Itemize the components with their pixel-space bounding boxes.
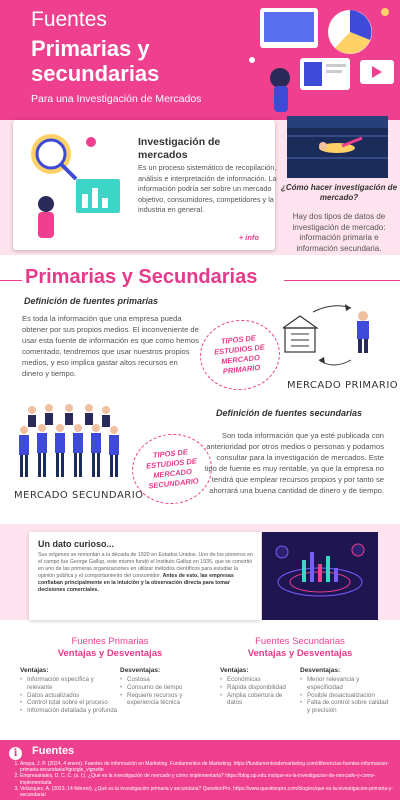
- secundarias-desventajas-label: Desventajas:: [300, 667, 341, 674]
- info-icon: i: [9, 747, 22, 760]
- list-item: • Consumo de tiempo: [120, 684, 200, 692]
- list-item: • Económicas: [220, 676, 298, 684]
- primarias-pros-subtitle: Ventajas y Desventajas: [57, 648, 163, 659]
- intro-card: [13, 120, 275, 250]
- list-item: • Requiere recursos y experiencia técnica: [120, 692, 200, 708]
- header-banner: [0, 0, 400, 120]
- title-line-2: Primarias y: [31, 36, 150, 61]
- title-main: [31, 36, 251, 86]
- tipos-primario-badge[interactable]: TIPOS DE ESTUDIOS DE MERCADO PRIMARIO: [197, 316, 284, 394]
- intro-card-body: Es un proceso sistemático de recopilación, análisis e interpretación de información. La información podría ser sobre un mercado objetivo, consumidores, competidores y la industria en general.: [138, 163, 277, 214]
- list-item: • Información específica y relevante: [20, 676, 120, 692]
- list-item: • Menor relevancia y especificidad: [300, 676, 392, 692]
- curious-body-text: Sus orígenes se remontan a la década de 1920 en Estados Unidos. Uno de los pioneros en el campo fue George Gallup, este mismo fundó el Instituto Gallup en 1935, que se convirtió en uno de las primeras organizaciones en utilizar métodos científicos para estudiar la opinión pública y el comportamiento del consumidor.: [38, 552, 253, 579]
- source-ref[interactable]: 1. Anaya, J. P. (2024, 4 enero). Fuentes de información en Marketing. Fundamentos de Marketing. https://fundamentosdemarketing.com/diferencias-fuentes-informacion-primaria-secundaria/#google_vignette: [20, 761, 394, 773]
- secundarias-body: Son toda información que ya esté publicada con anterioridad por otros medios o personas y podamos consultar para la investigación de mercados. Este tipo de fuente es muy rentable, ya que la empresa no tendrá que emplear recursos propios y por tanto se ahorrará una buena cantidad de dinero y de tiempo.: [204, 431, 384, 495]
- primary-market-sketch: [283, 300, 393, 372]
- primarias-ventajas-label: Ventajas:: [20, 667, 49, 674]
- primarias-pros-title: Fuentes Primarias: [71, 636, 149, 647]
- video-question-title: ¿Cómo hacer investigación de mercado?: [280, 183, 398, 202]
- secundarias-pros-subtitle: Ventajas y Desventajas: [247, 648, 353, 659]
- magnifier-analysis-illustration: [21, 124, 131, 244]
- video-question-body: Hay dos tipos de datos de investigación de mercado: información primaria e información secundaria.: [292, 212, 386, 253]
- list-item: • Rápida disponibilidad: [220, 684, 298, 692]
- primarias-desventajas-list: [120, 676, 200, 707]
- curious-title: Un dato curioso...: [38, 539, 115, 549]
- primarias-ventajas-list: [20, 676, 120, 715]
- list-item: • Control total sobre el proceso: [20, 699, 120, 707]
- primary-market-label: MERCADO PRIMARIO: [287, 380, 399, 391]
- crowd-illustration: [14, 402, 124, 482]
- more-info-link[interactable]: + info: [238, 233, 259, 242]
- tipos-secundario-badge[interactable]: TIPOS DE ESTUDIOS DE MERCADO SECUNDARIO: [129, 430, 216, 508]
- curious-body-bold: Antes de esto, las empresas confiaban principalmente en la intuición y la observación directa para tomar decisiones comerciales.: [38, 573, 234, 593]
- sources-footer: [0, 740, 400, 800]
- list-item: • Costosa: [120, 676, 200, 684]
- secundarias-heading: Definición de fuentes secundarias: [216, 408, 363, 418]
- curious-card: [29, 532, 261, 620]
- divider-right: [284, 280, 400, 281]
- sources-list: [12, 761, 394, 798]
- secundarias-ventajas-list: [220, 676, 298, 707]
- swimmer-illustration: [287, 116, 388, 178]
- list-item: • Información detallada y profunda: [20, 707, 120, 715]
- source-ref[interactable]: 3. Velázquez, A. (2023, 14 febrero). ¿Qué es la investigación primaria y secundaria? QuestionPro. https://www.questionpro.com/blog/es/que-es-la-investigacion-primaria-y-secundaria/: [20, 786, 394, 798]
- sources-title: Fuentes: [32, 745, 75, 757]
- list-item: • Posible desactualización: [300, 692, 392, 700]
- section-title: Primarias y Secundarias: [25, 266, 258, 288]
- list-item: • Falta de control sobre calidad y precisión: [300, 699, 392, 715]
- intro-card-title: Investigación de mercados: [138, 136, 221, 161]
- title-line-1: Fuentes: [31, 8, 107, 31]
- secondary-market-label: MERCADO SECUNDARIO: [14, 490, 144, 501]
- subtitle: Para una Investigación de Mercados: [31, 93, 202, 105]
- secundarias-pros-title: Fuentes Secundarias: [255, 636, 345, 647]
- data-visualization-image: [262, 532, 378, 620]
- primarias-heading: Definición de fuentes primarias: [24, 296, 159, 306]
- title-line-3: secundarias: [31, 61, 160, 86]
- primarias-desventajas-label: Desventajas:: [120, 667, 161, 674]
- list-item: • Amplia cobertura de datos: [220, 692, 298, 708]
- divider-left: [0, 280, 22, 281]
- primarias-body: Es toda la información que una empresa pueda obtener por sus propios medios. El inconveniente de usar esta fuente de información es que como hemos comentado, tendremos que usar nuestros propios medios, y eso implica gastar altos recursos en dinero y tiempo.: [22, 314, 199, 378]
- list-item: • Datos actualizados: [20, 692, 120, 700]
- secundarias-desventajas-list: [300, 676, 392, 715]
- digital-marketing-illustration: [240, 0, 400, 120]
- source-ref[interactable]: 2. Empresariales, D. C. C. (s. f.). ¿Qué es la investigación de mercado y cómo implementarla? https://blog.up.edu.mx/que-es-la-investigacion-de-mercado-y-como-implementarla: [20, 773, 394, 785]
- secundarias-ventajas-label: Ventajas:: [220, 667, 249, 674]
- data-globe-illustration: [262, 532, 378, 620]
- video-thumbnail[interactable]: [287, 116, 388, 178]
- curious-body: [38, 552, 256, 594]
